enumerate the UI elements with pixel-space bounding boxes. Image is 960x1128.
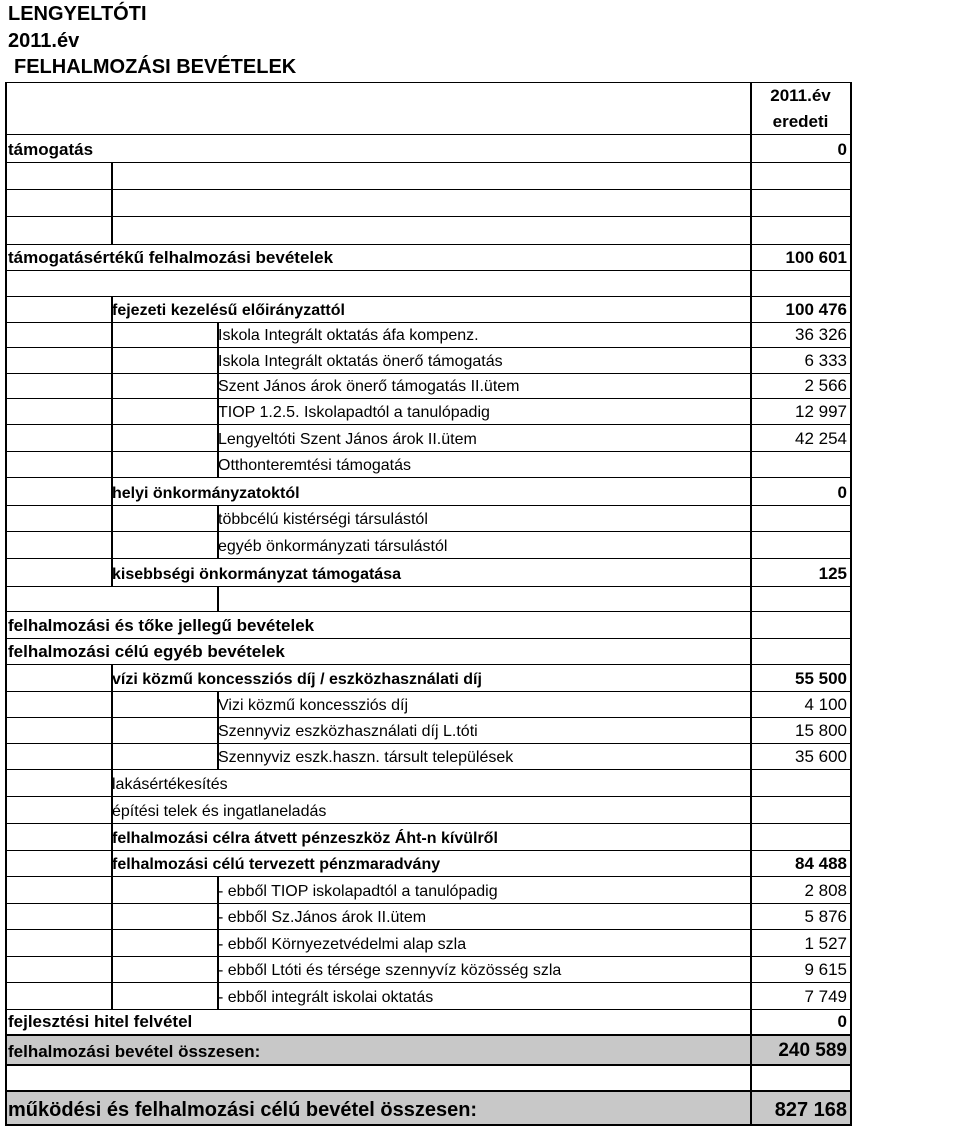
row-value: 9 615 (804, 960, 847, 979)
value-column-separator (750, 82, 752, 1126)
row-separator (5, 531, 850, 532)
table-row (5, 586, 850, 611)
table-row (5, 1009, 850, 1034)
table-row (5, 398, 850, 424)
row-separator (5, 134, 850, 135)
summary-rule (5, 1124, 850, 1126)
row-label: kisebbségi önkormányzat támogatása (112, 566, 401, 583)
table-row (5, 1034, 850, 1064)
table-row (5, 876, 850, 903)
row-value: 2 566 (804, 376, 847, 395)
row-label: - ebből Ltóti és térsége szennyvíz közösség szla (218, 962, 562, 979)
column-header-sub (5, 108, 850, 134)
row-value: 36 326 (795, 325, 847, 344)
indent-guide (217, 691, 219, 769)
row-separator (5, 769, 850, 770)
row-value: 2 808 (804, 881, 847, 900)
row-separator (5, 823, 850, 824)
row-separator (5, 876, 850, 877)
indent-guide (217, 586, 219, 611)
row-value: 0 (837, 1012, 847, 1031)
row-separator (5, 296, 850, 297)
report-org-title: LENGYELTÓTI (8, 3, 147, 25)
row-label: Iskola Integrált oktatás önerő támogatás (218, 353, 503, 370)
row-label: Iskola Integrált oktatás áfa kompenz. (218, 327, 479, 344)
row-label: felhalmozási célú egyéb bevételek (8, 642, 285, 661)
indent-guide (111, 296, 113, 586)
column-year-label: 2011.év (770, 86, 831, 105)
row-label: felhalmozási és tőke jellegű bevételek (8, 616, 315, 635)
row-label: - ebből Környezetvédelmi alap szla (218, 936, 467, 953)
table-row (5, 1064, 850, 1090)
row-label: Otthonteremtési támogatás (218, 457, 411, 474)
table-border-right (850, 82, 852, 1126)
table-row (5, 611, 850, 638)
row-separator (5, 558, 850, 559)
row-value (751, 769, 850, 796)
row-value: 12 997 (795, 402, 847, 421)
table-row (5, 638, 850, 664)
row-separator (5, 664, 850, 665)
table-row (5, 296, 850, 322)
row-separator (5, 347, 850, 348)
report-year: 2011.év (8, 30, 80, 52)
row-label: fejlesztési hitel felvétel (8, 1012, 193, 1031)
row-label: vízi közmű koncessziós díj / eszközhasználati díj (112, 671, 482, 688)
table-row (5, 956, 850, 982)
row-value: 100 601 (785, 248, 847, 267)
row-label: lakásértékesítés (112, 776, 228, 793)
table-row (5, 505, 850, 531)
table-row (5, 162, 850, 189)
column-original-label: eredeti (772, 112, 829, 131)
row-label: támogatásértékű felhalmozási bevételek (8, 248, 334, 267)
table-row (5, 929, 850, 956)
row-value: 55 500 (795, 669, 847, 688)
indent-guide (111, 664, 113, 1009)
row-value: 0 (837, 483, 847, 502)
table-row (5, 717, 850, 743)
table-row (5, 743, 850, 769)
row-label: Vizi közmű koncessziós díj (218, 697, 408, 714)
row-separator (5, 270, 850, 271)
row-label: egyéb önkormányzati társulástól (218, 538, 448, 555)
row-label (5, 1064, 751, 1090)
row-value (751, 189, 850, 216)
row-separator (5, 611, 850, 612)
table-row (5, 270, 850, 296)
row-value: 5 876 (804, 907, 847, 926)
table-row (5, 244, 850, 270)
row-separator (5, 929, 850, 930)
revenue-table (5, 82, 850, 1126)
row-separator (5, 638, 850, 639)
row-separator (5, 244, 850, 245)
row-separator (5, 189, 850, 190)
row-separator (5, 505, 850, 506)
table-row (5, 664, 850, 691)
row-label: fejezeti kezelésű előirányzattól (112, 302, 345, 319)
row-value: 0 (837, 140, 847, 159)
row-separator (5, 743, 850, 744)
indent-guide (111, 162, 113, 244)
row-value: 827 168 (751, 1090, 850, 1124)
row-value: 6 333 (804, 351, 847, 370)
row-label: Szennyviz eszközhasználati díj L.tóti (218, 723, 478, 740)
row-value: 100 476 (785, 300, 847, 319)
row-label: helyi önkormányzatoktól (112, 485, 300, 502)
table-row (5, 850, 850, 876)
table-row (5, 823, 850, 850)
row-label: Szent János árok önerő támogatás II.ütem (218, 378, 520, 395)
table-row (5, 796, 850, 823)
table-row (5, 1090, 850, 1124)
table-row (5, 451, 850, 477)
row-label: támogatás (8, 140, 94, 159)
row-separator (5, 796, 850, 797)
row-separator (5, 477, 850, 478)
row-separator (5, 1009, 850, 1010)
table-row (5, 558, 850, 586)
row-separator (5, 373, 850, 374)
indent-guide (217, 322, 219, 477)
table-row (5, 982, 850, 1009)
row-value: 4 100 (804, 695, 847, 714)
report-title: FELHALMOZÁSI BEVÉTELEK (14, 56, 297, 78)
row-label: felhalmozási célú tervezett pénzmaradvány (112, 856, 441, 873)
table-row (5, 691, 850, 717)
row-label: felhalmozási célra átvett pénzeszköz Áht-n kívülről (112, 830, 498, 847)
row-value: 15 800 (795, 721, 847, 740)
row-separator (5, 850, 850, 851)
table-row (5, 134, 850, 162)
column-header-year (5, 82, 850, 108)
row-value (751, 162, 850, 189)
table-row (5, 477, 850, 505)
row-value (751, 586, 850, 611)
row-separator (5, 717, 850, 718)
row-value (751, 638, 850, 664)
row-separator (5, 956, 850, 957)
row-separator (5, 451, 850, 452)
summary-rule (5, 1090, 850, 1092)
row-value (751, 451, 850, 477)
row-label: - ebből TIOP iskolapadtól a tanulópadig (218, 883, 498, 900)
table-row (5, 373, 850, 398)
table-border-top (5, 82, 850, 83)
row-value (751, 216, 850, 244)
row-label (5, 189, 751, 216)
row-value: 35 600 (795, 747, 847, 766)
table-row (5, 424, 850, 451)
row-separator (5, 162, 850, 163)
row-separator (5, 903, 850, 904)
row-label (5, 162, 751, 189)
row-label: Szennyviz eszk.haszn. társult települések (218, 749, 514, 766)
row-separator (5, 322, 850, 323)
table-row (5, 903, 850, 929)
table-row (5, 769, 850, 796)
row-value: 125 (818, 564, 847, 583)
row-separator (5, 424, 850, 425)
row-value (751, 823, 850, 850)
table-row (5, 189, 850, 216)
row-value (751, 1064, 850, 1090)
row-separator (5, 586, 850, 587)
indent-guide (217, 876, 219, 1009)
table-row (5, 531, 850, 558)
summary-rule (5, 1064, 850, 1066)
row-label: többcélú kistérségi társulástól (218, 511, 428, 528)
row-value (751, 505, 850, 531)
row-value (751, 270, 850, 296)
row-label: - ebből integrált iskolai oktatás (218, 989, 434, 1006)
indent-guide (217, 505, 219, 558)
table-border-left (5, 82, 7, 1126)
row-label (5, 216, 751, 244)
row-value (751, 611, 850, 638)
table-row (5, 322, 850, 347)
row-value: 1 527 (804, 934, 847, 953)
row-label: TIOP 1.2.5. Iskolapadtól a tanulópadig (218, 404, 490, 421)
row-label: Lengyeltóti Szent János árok II.ütem (218, 431, 477, 448)
row-label: építési telek és ingatlaneladás (112, 803, 327, 820)
row-value: 42 254 (795, 429, 847, 448)
row-separator (5, 691, 850, 692)
table-row (5, 347, 850, 373)
row-label: működési és felhalmozási célú bevétel összesen: (5, 1090, 751, 1124)
row-label: - ebből Sz.János árok II.ütem (218, 909, 427, 926)
row-label (5, 270, 751, 296)
row-label: felhalmozási bevétel összesen: (5, 1034, 751, 1064)
row-value (751, 796, 850, 823)
table-row (5, 216, 850, 244)
row-value: 240 589 (751, 1034, 850, 1064)
summary-rule (5, 1034, 850, 1036)
row-separator (5, 398, 850, 399)
row-value (751, 531, 850, 558)
row-separator (5, 982, 850, 983)
row-separator (5, 216, 850, 217)
row-value: 7 749 (804, 987, 847, 1006)
row-label (5, 586, 751, 611)
row-value: 84 488 (795, 854, 847, 873)
